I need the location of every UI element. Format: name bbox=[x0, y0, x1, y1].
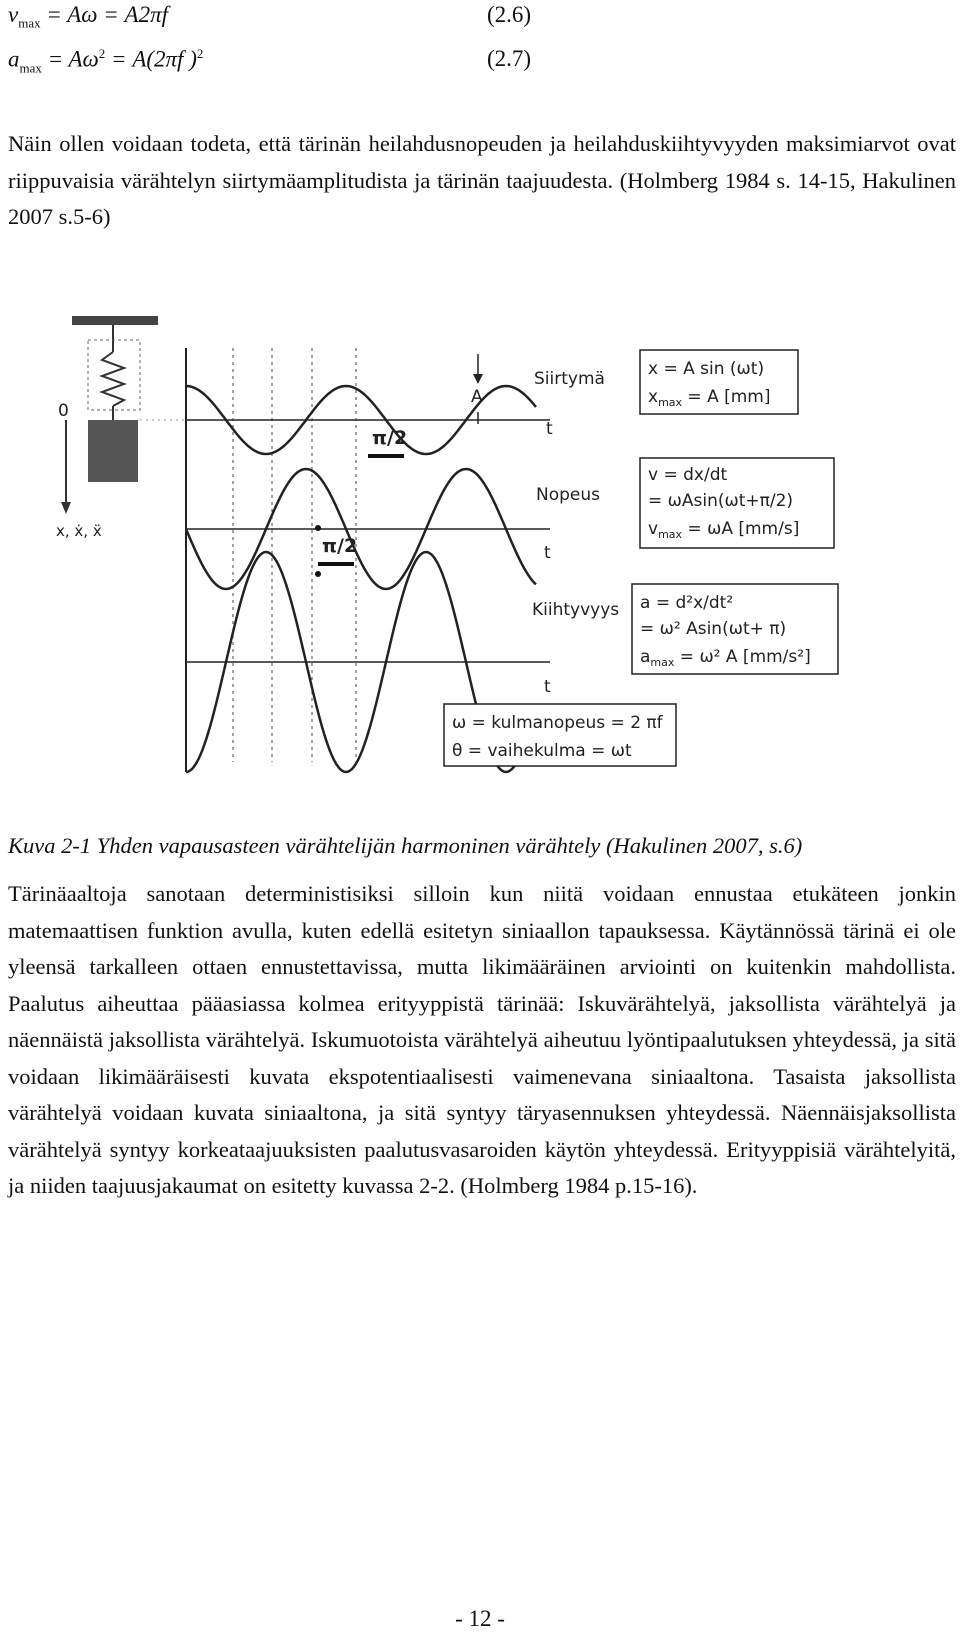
phase-label: π/2 bbox=[322, 535, 358, 557]
equation-superscript: 2 bbox=[196, 46, 204, 61]
acceleration-formula-box bbox=[632, 584, 838, 674]
velocity-formula-box bbox=[640, 458, 834, 548]
svg-text:= ωAsin(ωt+π/2): = ωAsin(ωt+π/2) bbox=[648, 491, 794, 511]
phase-label: π/2 bbox=[372, 427, 408, 449]
equation-superscript: 2 bbox=[98, 46, 106, 61]
time-label: t bbox=[544, 543, 551, 563]
equation-number: (2.6) bbox=[487, 2, 532, 27]
legend-box bbox=[444, 704, 676, 766]
svg-text:a = d²x/dt²: a = d²x/dt² bbox=[640, 593, 734, 613]
equation-rhs: = Aω bbox=[47, 46, 99, 72]
curve-name-displacement: Siirtymä bbox=[534, 369, 605, 389]
equation-rhs: = Aω = A2πf bbox=[46, 2, 168, 27]
svg-text:x = A sin (ωt): x = A sin (ωt) bbox=[648, 359, 765, 379]
equation-number: (2.7) bbox=[487, 46, 532, 71]
spring-mass-icon bbox=[61, 316, 158, 514]
equation-lhs: a bbox=[8, 46, 20, 72]
svg-text:xmax = A [mm]: $x_{max} = A$ [mm] bbox=[648, 387, 771, 409]
equation-subscript: max bbox=[19, 60, 42, 76]
axis-label: x, ẋ, ẍ bbox=[56, 522, 102, 540]
page-number: - 12 - bbox=[455, 1606, 505, 1631]
curve-name-acceleration: Kiihtyvyys bbox=[532, 600, 620, 620]
time-label: t bbox=[546, 419, 553, 439]
figure-caption: Kuva 2-1 Yhden vapausasteen värähtelijän harmoninen värähtely (Hakulinen 2007, s.6) bbox=[8, 833, 803, 858]
svg-text:amax = ω² A [mm/s²]: $a_{max} = \omega^2$ A [mm/s²] bbox=[640, 647, 811, 669]
time-label: t bbox=[544, 677, 551, 697]
body-paragraph: Tärinäaaltoja sanotaan deterministisiksi silloin kun niitä voidaan ennustaa etukäteen jonkin matemaattisen funktion avulla, kuten edellä esitetyn siniaallon tapauksessa. Käytännössä tärinä ei ole yleensä tarkalleen ottaen ennustettavissa, mutta likimääräinen arviointi on kuitenkin mahdollista. Paalutus aiheuttaa pääasiassa kolmea erityyppistä tärinää: Iskuvärähtelyä, jaksollista värähtelyä ja näennäistä jaksollista värähtelyä. Iskumuotoista värähtelyä aiheutuu lyöntipaalutuksen yhteydessä, ja sitä voidaan likimääräisesti kuvata ekspotentiaalisesti vaimenevana siniaaltona. Tasaista jaksollista värähtelyä voidaan kuvata siniaaltona, ja sitä syntyy täryasennuksen yhteydessä. Näennäisjaksollista värähtelyä syntyy korkeataajuuksisten paalutusvasaroiden käytön yhteydessä. Erityyppisiä värähtelyitä, ja niiden taajuusjakaumat on esitetty kuvassa 2-2. (Holmberg 1984 p.15-16). bbox=[8, 881, 956, 1198]
svg-text:ω = kulmanopeus = 2 πf: ω = kulmanopeus = 2 πf bbox=[452, 713, 663, 733]
curve-name-velocity: Nopeus bbox=[536, 485, 600, 505]
harmonic-vibration-figure bbox=[50, 312, 890, 804]
zero-label: 0 bbox=[58, 401, 69, 421]
amplitude-label: A bbox=[471, 387, 483, 407]
svg-text:vmax = ωA [mm/s]: $v_{max} = \omega A$ [mm/s] bbox=[648, 519, 800, 541]
equation-lhs: v bbox=[8, 2, 19, 27]
displacement-formula-box bbox=[640, 350, 798, 414]
equation-subscript: max bbox=[18, 15, 41, 31]
svg-text:v = dx/dt: v = dx/dt bbox=[648, 465, 728, 485]
equation-rhs: = A(2πf ) bbox=[105, 46, 197, 72]
svg-text:θ = vaihekulma = ωt: θ = vaihekulma = ωt bbox=[452, 741, 632, 761]
equation-2-6 bbox=[8, 2, 168, 32]
equation-2-7 bbox=[8, 46, 203, 76]
body-paragraph: Näin ollen voidaan todeta, että tärinän heilahdusnopeuden ja heilahduskiihtyvyyden maksimiarvot ovat riippuvaisia värähtelyn siirtymäamplitudista ja tärinän taajuudesta. (Holmberg 1984 s. 14-15, Hakulinen 2007 s.5-6) bbox=[8, 131, 956, 229]
svg-text:= ω² Asin(ωt+ π): = ω² Asin(ωt+ π) bbox=[640, 619, 787, 639]
